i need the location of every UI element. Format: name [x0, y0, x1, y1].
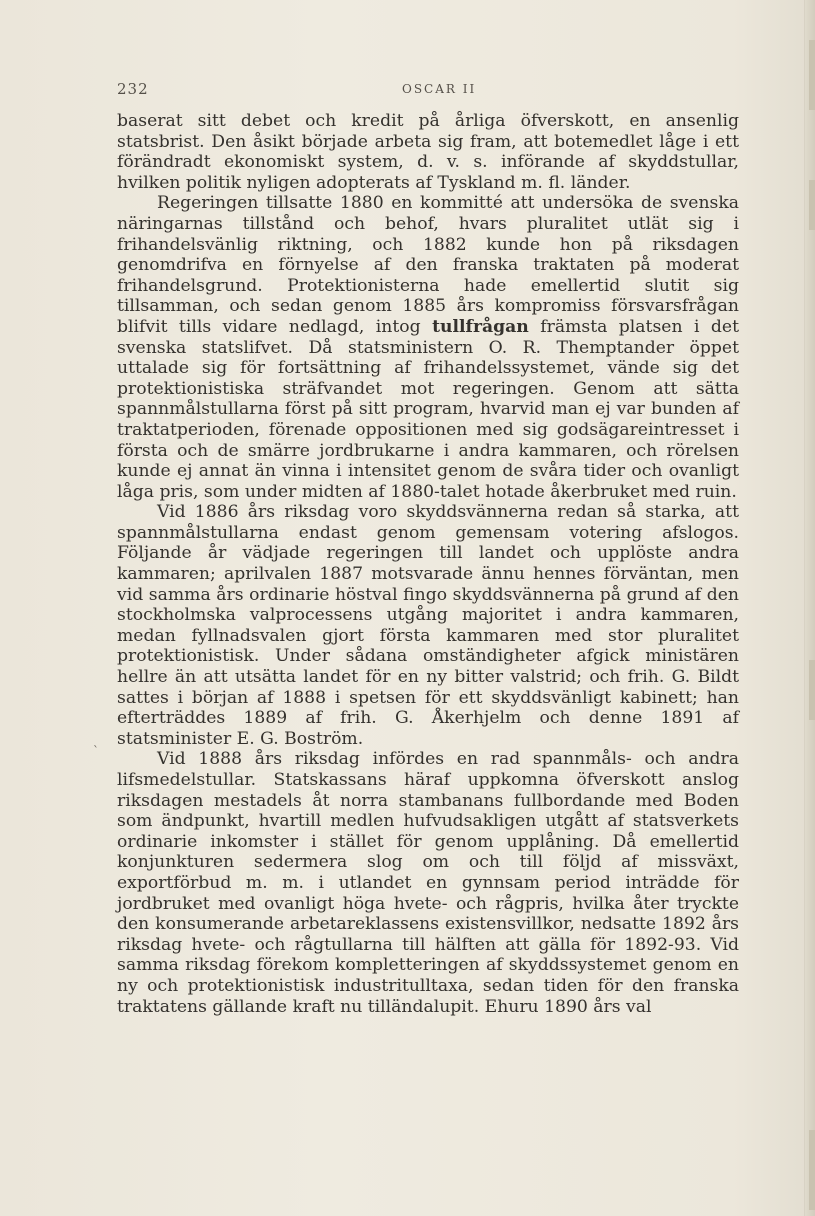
- paragraph-text: Vid 1888 års riksdag infördes en rad spannmåls- och andra lifsmedelstullar. Statskassans häraf uppkomna öfverskott anslog riksdagen mestadels åt norra stambanans fullbordande med Boden som ändpunkt, hvartill medlen hufvudsakligen utgått af statsverkets ordinarie inkomster i stället för genom upplåning. Då emellertid konjunkturen sedermera slog om och till följd af missväxt, exportförbud m. m. i utlandet en gynnsam period inträdde för jordbruket med ovanligt höga hvete- och rågpris, hvilka åter tryckte den konsumerande arbetareklassens existensvillkor, nedsatte 1892 års riksdag hvete- och rågtullarna till hälften att gälla för 1892-93. Vid samma riksdag förekom kompletteringen af skyddssystemet genom en ny och protektionistisk industritulltaxa, sedan tiden för den franska traktatens gällande kraft nu tilländalupit. Ehuru 1890 års val: [117, 749, 739, 1017]
- page-number: 232: [117, 80, 149, 98]
- paragraph-text: Vid 1886 års riksdag voro skyddsvännerna redan så starka, att spannmålstullarna endast genom gemensam votering afslogos. Följande år vädjade regeringen till landet och upplöste andra kammaren; aprilvalen 1887 motsvarade ännu hennes förväntan, men vid samma års ordinarie höstval fingo skyddsvännerna på grund af den stockholmska valprocessens utgång majoritet i andra kammaren, medan fyllnadsvalen gjort första kammaren med stor pluralitet protektionistisk. Under sådana omständigheter afgick ministären hellre än att utsätta landet för en ny bitter valstrid; och frih. G. Bildt sattes i början af 1888 i spetsen för ett skyddsvänligt kabinett; han efterträddes 1889 af frih. G. Åkerhjelm och denne 1891 af statsminister E. G. Boström.: [117, 502, 739, 749]
- paragraph-text: främsta platsen i det svenska statslifvet. Då statsministern O. R. Themptander öppet uttalade sig för fortsättning af frihandelssystemet, vände sig det protektionistiska sträfvandet mot regeringen. Genom att sätta spannmålstullarna först på sitt program, hvarvid man ej var bunden af traktatperioden, förenade oppositionen med sig godsägareintresset i första och de smärre jordbrukarne i andra kammaren, och rörelsen kunde ej annat än vinna i intensitet genom de svåra tider och ovanligt låga pris, som under midten af 1880-talet hotade åkerbruket med ruin.: [117, 316, 739, 502]
- paragraph: [117, 749, 739, 1017]
- page-edge-tab: [809, 1130, 815, 1210]
- margin-mark: `: [93, 744, 99, 758]
- body-text: [117, 111, 739, 1017]
- paragraph: [117, 111, 739, 193]
- page-edge-tab: [809, 660, 815, 720]
- paragraph-text: baserat sitt debet och kredit på årliga öfverskott, en ansenlig statsbrist. Den åsikt började arbeta sig fram, att botemedlet låge i ett förändradt ekonomiskt system, d. v. s. införande af skyddstullar, hvilken politik nyligen adopterats af Tyskland m. fl. länder.: [117, 111, 739, 193]
- emphasis-term: tullfrågan: [432, 316, 529, 337]
- paragraph: [117, 502, 739, 749]
- paragraph-text: Regeringen tillsatte 1880 en kommitté att undersöka de svenska näringarnas tillstånd och behof, hvars pluralitet utlät sig i frihandelsvänlig riktning, och 1882 kunde hon på riksdagen genomdrifva en förnyelse af den franska traktaten på moderat frihandelsgrund. Protektionisterna hade emellertid slutit sig tillsamman, och sedan genom 1885 års kompromiss försvarsfrågan blifvit tills vidare nedlagd, intog: [117, 193, 739, 337]
- page-edge-tab: [809, 180, 815, 230]
- page-edge-tab: [809, 40, 815, 110]
- paragraph: [117, 193, 739, 502]
- page-edge: [804, 0, 815, 1216]
- running-head: OSCAR II: [402, 82, 477, 96]
- page-header: [117, 80, 739, 102]
